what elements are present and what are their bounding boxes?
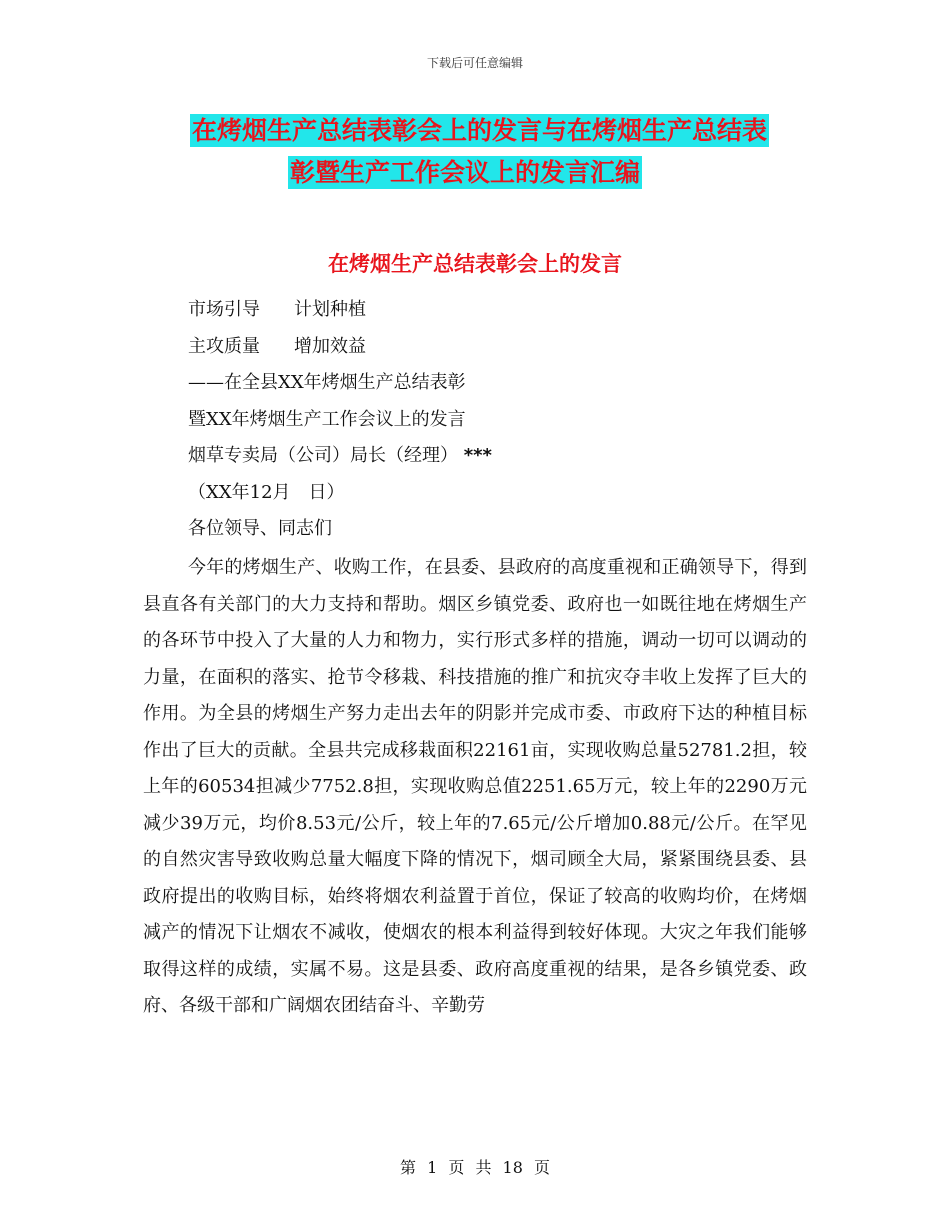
intro-slogan-1b: 计划种植 xyxy=(294,299,366,320)
title-highlight-1: 在烤烟生产总结表彰会上的发言与在烤烟生产总结表 xyxy=(192,116,768,145)
intro-row-2 xyxy=(188,329,492,366)
intro-row-3: ——在全县XX年烤烟生产总结表彰 xyxy=(188,372,466,393)
intro-slogan-1a: 市场引导 xyxy=(188,299,260,320)
header-note: 下载后可任意编辑 xyxy=(426,56,523,70)
intro-row-1 xyxy=(188,292,492,329)
speaker-name: *** xyxy=(463,445,492,466)
intro-row-4: 暨XX年烤烟生产工作会议上的发言 xyxy=(188,408,466,430)
intro-slogan-2b: 增加效益 xyxy=(294,335,366,357)
main-title xyxy=(190,110,810,194)
intro-slogan-2a: 主攻质量 xyxy=(188,335,260,357)
body-paragraph: 今年的烤烟生产、收购工作，在县委、县政府的高度重视和正确领导下，得到县直各有关部门的大力支持和帮助。烟区乡镇党委、政府也一如既往地在烤烟生产的各环节中投入了大量的人力和物力，实行形式多样的措施，调动一切可以调动的力量，在面积的落实、抢节令移栽、科技措施的推广和抗灾夺丰收上发挥了巨大的作用。为全县的烤烟生产努力走出去年的阴影并完成市委、市政府下达的种植目标作出了巨大的贡献。全县共完成移栽面积22161亩，实现收购总量52781.2担，较上年的60534担减少7752.8担，实现收购总值2251.65万元，较上年的2290万元减少39万元，均价8.53元/公斤，较上年的7.65元/公斤增加0.88元/公斤。在罕见的自然灾害导致收购总量大幅度下降的情况下，烟司顾全大局，紧紧围绕县委、县政府提出的收购目标，始终将烟农利益置于首位，保证了较高的收购均价，在烤烟减产的情况下让烟农不减收，使烟农的根本利益得到较好体现。大灾之年我们能够取得这样的成绩，实属不易。这是县委、政府高度重视的结果，是各乡镇党委、政府、各级干部和广阔烟农团结奋斗、辛勤劳 xyxy=(143,557,807,1016)
main-title-line-1 xyxy=(190,110,810,152)
intro-row-7: 各位领导、同志们 xyxy=(188,518,332,539)
section-title: 在烤烟生产总结表彰会上的发言 xyxy=(328,252,622,276)
title-highlight-2: 彰暨生产工作会议上的发言汇编 xyxy=(290,158,641,187)
speech-intro xyxy=(188,292,492,548)
speaker-title: 烟草专卖局（公司）局长（经理） xyxy=(188,445,458,466)
intro-row-6: （XX年12月 日） xyxy=(188,481,345,503)
page-footer: 第 1 页 共 18 页 xyxy=(400,1158,550,1177)
main-title-line-2 xyxy=(190,152,810,194)
intro-row-5 xyxy=(188,438,492,475)
